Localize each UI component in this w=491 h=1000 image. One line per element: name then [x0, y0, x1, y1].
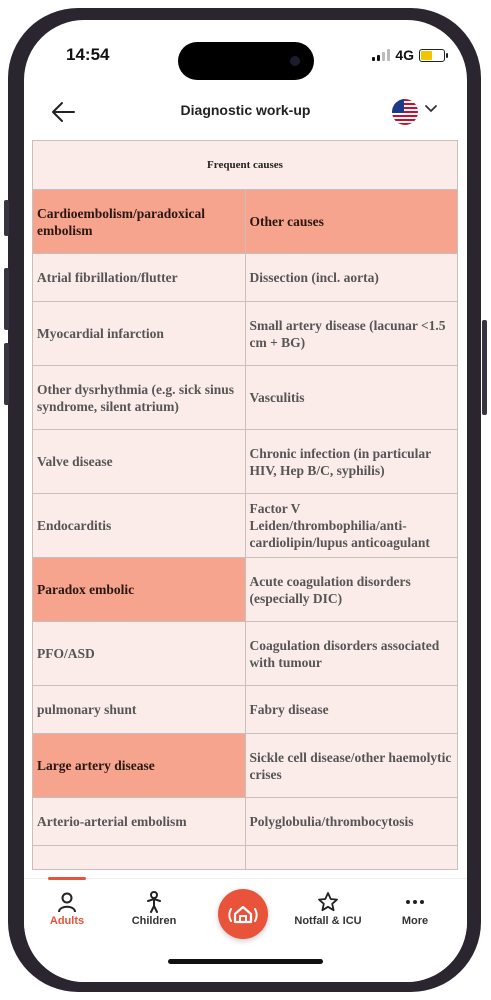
- battery-icon: [419, 49, 445, 62]
- content-area[interactable]: [24, 138, 467, 878]
- table-cell-right: Coagulation disorders associated with tumour: [245, 622, 458, 686]
- table-cell-left: Other dysrhythmia (e.g. sick sinus syndrome, silent atrium): [33, 366, 246, 430]
- dynamic-island: [178, 42, 314, 80]
- nav-bar: [24, 88, 467, 138]
- tab-label-notfall: Notfall & ICU: [294, 915, 362, 927]
- us-flag-icon[interactable]: [392, 99, 418, 125]
- table-cell-right: Chronic infection (in particular HIV, Hep B/C, syphilis): [245, 430, 458, 494]
- table-row: [33, 302, 458, 366]
- table-cell-left: pulmonary shunt: [33, 686, 246, 734]
- more-dots-icon: [404, 891, 426, 913]
- home-indicator: [168, 959, 323, 964]
- tab-children[interactable]: [114, 891, 194, 927]
- emergency-home-icon: [218, 889, 268, 939]
- table-cell-right: Acute coagulation disorders (especially DIC): [245, 558, 458, 622]
- causes-table: [32, 140, 458, 870]
- table-cell-left: Myocardial infarction: [33, 302, 246, 366]
- table-row: [33, 558, 458, 622]
- table-cell-right: Factor V Leiden/thrombophilia/anti-cardiolipin/lupus anticoagulant: [245, 494, 458, 558]
- table-row: [33, 254, 458, 302]
- signal-icon: [372, 49, 390, 61]
- tab-label-more: More: [401, 915, 429, 927]
- table-cell-right: Other causes: [245, 190, 458, 254]
- phone-screen: [24, 20, 467, 982]
- table-row: [33, 846, 458, 870]
- table-row: [33, 734, 458, 798]
- camera-icon: [290, 56, 300, 66]
- page-title: Diagnostic work-up: [180, 102, 311, 118]
- table-cell-left: Cardioembolism/paradoxical embolism: [33, 190, 246, 254]
- table-row: [33, 622, 458, 686]
- table-cell-left: Large artery disease: [33, 734, 246, 798]
- network-label: 4G: [395, 47, 414, 63]
- table-row: [33, 798, 458, 846]
- table-cell-left: Atrial fibrillation/flutter: [33, 254, 246, 302]
- table-cell-right: Vasculitis: [245, 366, 458, 430]
- table-row: [33, 430, 458, 494]
- table-row: [33, 494, 458, 558]
- tab-label-children: Children: [131, 915, 177, 927]
- volume-up-button: [4, 268, 9, 330]
- table-cell-left: PFO/ASD: [33, 622, 246, 686]
- active-tab-indicator: [48, 877, 86, 880]
- table-cell-left: Valve disease: [33, 430, 246, 494]
- status-indicators: [372, 47, 445, 63]
- table-cell-left: Endocarditis: [33, 494, 246, 558]
- emergency-home-button[interactable]: [218, 889, 268, 939]
- status-time: 14:54: [66, 45, 110, 64]
- child-icon: [143, 891, 165, 913]
- tab-label-adults: Adults: [49, 915, 85, 927]
- chevron-down-icon[interactable]: [424, 102, 438, 116]
- table-cell-left: Paradox embolic: [33, 558, 246, 622]
- person-icon: [56, 891, 78, 913]
- volume-down-button: [4, 343, 9, 405]
- table-cell-right: Polyglobulia/thrombocytosis: [245, 798, 458, 846]
- power-button: [482, 320, 487, 415]
- table-cell-left: [33, 846, 246, 870]
- table-cell-right: [245, 846, 458, 870]
- table-cell-right: Dissection (incl. aorta): [245, 254, 458, 302]
- table-cell-left: Arterio-arterial embolism: [33, 798, 246, 846]
- star-icon: [317, 891, 339, 913]
- tab-notfall-icu[interactable]: [288, 891, 368, 927]
- table-row: [33, 366, 458, 430]
- action-button: [4, 200, 9, 236]
- table-row: [33, 190, 458, 254]
- table-cell-right: Sickle cell disease/other haemolytic crises: [245, 734, 458, 798]
- table-cell-right: Fabry disease: [245, 686, 458, 734]
- table-caption: Frequent causes: [33, 141, 458, 190]
- tab-bar: [24, 878, 467, 982]
- table-row: [33, 686, 458, 734]
- tab-more[interactable]: [375, 891, 455, 927]
- tab-adults[interactable]: [27, 891, 107, 927]
- table-cell-right: Small artery disease (lacunar <1.5 cm + BG): [245, 302, 458, 366]
